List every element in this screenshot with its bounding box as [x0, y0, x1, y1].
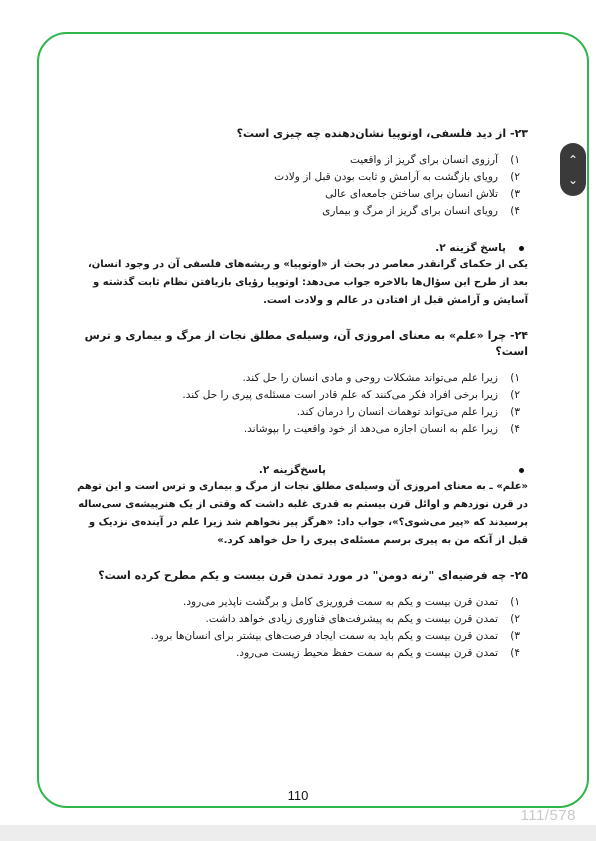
question-25 [72, 568, 528, 662]
question-title: ۲۵- چه فرضیه‌ای "رنه دومن" در مورد تمدن قرن بیست و یکم مطرح کرده است؟ [98, 569, 528, 582]
option-item: ۴) زیرا علم به انسان اجازه می‌دهد از خود واقعیت را بپوشاند. [243, 423, 520, 435]
question-title: ۲۳- از دید فلسفی، اوتوپیا نشان‌دهنده چه چیزی است؟ [236, 127, 528, 140]
option-list [72, 152, 528, 220]
chevron-down-icon[interactable]: ⌄ [567, 172, 579, 187]
bullet-icon [519, 468, 524, 473]
answer-body: «علم» ـ به معنای امروزی آن وسیله‌ی مطلق نجات از مرگ و بیماری و ترس است و این توهم در قرن نوزدهم و اوائل قرن بیستم به قدری غلبه داشت که وقتی از یک هنرپیشه‌ی سی‌ساله پرسیدند که «پیر می‌شوی؟»، جواب داد: «هرگز پیر نخواهم شد زیرا علم در آینده‌ی نزدیک و قبل از آنکه من به پیری برسم مسئله‌ی پیری را حل خواهد کرد.» [77, 481, 528, 546]
bullet-icon [519, 246, 524, 251]
answer-body: یکی از حکمای گرانقدر معاصر در بحث از «اوتوپیا» و ریشه‌های فلسفی آن در وجود انسان، بعد از طرح این سؤال‌ها بالاخره جواب می‌دهد: اوتوپیا رؤیای بازیافتن نظام ثابت گذشته و آسایش و آرامش قبل از افتادن در عالم و ولادت است. [87, 259, 528, 306]
option-item: ۴) رویای انسان برای گریز از مرگ و بیماری [322, 205, 520, 217]
answer-title: پاسخ‌گزینه ۲. [258, 464, 326, 476]
option-item: ۲) زیرا برخی افراد فکر می‌کنند که علم قادر است مسئله‌ی پیری را حل کند. [182, 389, 520, 401]
option-item: ۴) تمدن قرن بیست و یکم به سمت حفظ محیط زیست می‌رود. [236, 647, 520, 659]
option-item: ۳) زیرا علم می‌تواند توهمات انسان را درمان کند. [296, 406, 520, 418]
option-item: ۲) تمدن قرن بیست و یکم به پیشرفت‌های فناوری زیادی خواهد داشت. [205, 613, 520, 625]
option-list [72, 594, 528, 662]
option-item: ۳) تمدن قرن بیست و یکم باید به سمت ایجاد فرصت‌های بیشتر برای انسان‌ها برود. [150, 630, 520, 642]
option-item: ۲) رویای بازگشت به آرامش و ثابت بودن قبل از ولادت [274, 171, 520, 183]
answer-block [72, 240, 528, 310]
option-list [72, 370, 528, 438]
option-item: ۱) تمدن قرن بیست و یکم به سمت فروریزی کامل و برگشت ناپذیر می‌رود. [183, 596, 520, 608]
answer-title: پاسخ گزینه ۲. [435, 242, 506, 254]
question-24 [72, 328, 528, 550]
option-item: ۱) زیرا علم می‌تواند مشکلات روحی و مادی انسان را حل کند. [242, 372, 520, 384]
option-item: ۱) آرزوی انسان برای گریز از واقعیت [349, 154, 520, 166]
page-counter: 111/578 [520, 807, 576, 824]
question-title: ۲۴- چرا «علم» به معنای امروزی آن، وسیله‌ی مطلق نجات از مرگ و بیماری و ترس است؟ [84, 329, 528, 358]
viewer-bottom-bar [0, 825, 596, 841]
answer-block [72, 462, 528, 550]
chevron-up-icon[interactable]: ⌃ [567, 152, 579, 167]
page-scroll-control[interactable] [560, 143, 586, 196]
question-23 [72, 126, 528, 310]
page-content [72, 126, 528, 662]
page-number: 110 [287, 788, 309, 803]
option-item: ۳) تلاش انسان برای ساختن جامعه‌ای عالی [325, 188, 520, 200]
